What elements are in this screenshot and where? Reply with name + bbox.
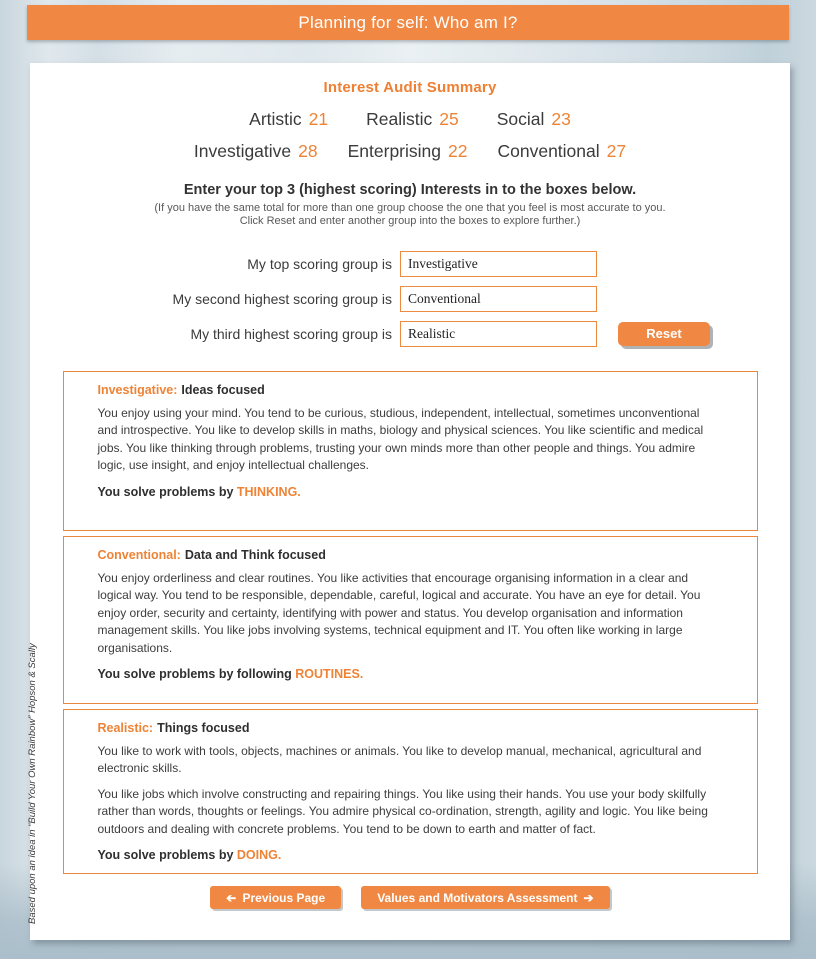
top-group-input[interactable]: [400, 251, 597, 277]
score-value: 21: [308, 109, 329, 129]
solve-prefix: You solve problems by: [97, 848, 237, 863]
second-group-label: My second highest scoring group is: [172, 290, 392, 307]
box-paragraph: You like to work with tools, objects, machines or animals. You like to develop manual, mechanical, agricultural and electronic skills.: [97, 743, 702, 776]
solve-keyword: ROUTINES.: [295, 667, 364, 682]
arrow-left-icon: ➔: [226, 890, 237, 905]
box-title-focus: Ideas focused: [181, 382, 265, 397]
box-title: [98, 721, 715, 735]
box-title: [98, 383, 715, 397]
solve-keyword: DOING.: [236, 848, 282, 863]
score-label: Enterprising: [347, 141, 442, 161]
score-row-2: [30, 141, 790, 162]
score-value: 25: [439, 109, 459, 129]
instruction-note-line1: (If you have the same total for more than one group choose the one that you feel is most accurate to you.: [154, 202, 666, 214]
realistic-description-box: [63, 709, 758, 875]
score-row-1: [30, 109, 790, 130]
score-artistic: [249, 109, 328, 130]
summary-title: Interest Audit Summary: [323, 79, 497, 96]
third-group-label: My third highest scoring group is: [190, 325, 392, 342]
score-value: 23: [551, 109, 571, 129]
page-title: Planning for self: Who am I?: [298, 12, 518, 32]
box-title-group: Realistic:: [97, 720, 154, 735]
instruction-note: [30, 202, 790, 229]
score-investigative: [194, 141, 318, 162]
box-paragraph: You enjoy using your mind. You tend to be curious, studious, independent, intellectual, sometimes unconventional and introspective. You like to develop skills in maths, biology and physical sciences. You like scientific and medical jobs. You like thinking through problems, trusting your own minds more than other people and things. You admire logic, use insight, and enjoy intellectual challenges.: [97, 405, 704, 473]
score-value: 28: [298, 141, 318, 161]
solve-line: [98, 485, 715, 499]
content-panel: [27, 63, 790, 940]
score-label: Realistic: [366, 109, 433, 129]
previous-page-label: Previous Page: [242, 890, 326, 905]
solve-line: [98, 667, 715, 681]
investigative-description-box: [63, 371, 758, 531]
conventional-description-box: [63, 536, 758, 704]
score-enterprising: [348, 141, 468, 162]
top-group-label: My top scoring group is: [247, 255, 392, 272]
arrow-right-icon: ➔: [583, 890, 594, 905]
box-title-focus: Things focused: [157, 720, 250, 735]
reset-button[interactable]: Reset: [618, 322, 710, 346]
values-motivators-button[interactable]: [361, 886, 609, 909]
box-title-group: Conventional:: [97, 547, 181, 562]
third-group-input[interactable]: [400, 321, 597, 347]
box-title: [98, 548, 715, 562]
solve-prefix: You solve problems by: [97, 484, 237, 499]
score-label: Investigative: [193, 141, 292, 161]
second-group-input[interactable]: [400, 286, 597, 312]
score-label: Artistic: [249, 109, 302, 129]
box-title-group: Investigative:: [97, 382, 178, 397]
form-row-top-group: [30, 251, 790, 277]
score-label: Social: [496, 109, 545, 129]
form-row-third-group: [30, 321, 790, 347]
previous-page-button[interactable]: [210, 886, 341, 909]
values-motivators-label: Values and Motivators Assessment: [377, 890, 578, 905]
box-title-focus: Data and Think focused: [184, 547, 326, 562]
score-conventional: [497, 141, 626, 162]
page-title-bar: [27, 5, 789, 40]
form-row-second-group: [30, 286, 790, 312]
box-paragraph: You like jobs which involve constructing and repairing things. You like using their hands. You use your body skilfully rather than words, thoughts or feelings. You admire physical co-ordination, strength, agility and logic. You like being outdoors and dealing with concrete problems. You tend to be down to earth and matter of fact.: [97, 786, 708, 836]
top-groups-form: [30, 251, 790, 347]
solve-prefix: You solve problems by following: [97, 667, 296, 682]
box-paragraph: You enjoy orderliness and clear routines. You like activities that encourage organising information in a clear and logical way. You tend to be responsible, dependable, careful, logical and accurate. You have an eye for detail. You enjoy order, security and certainty, identifying with power and status. You develop organisation and information management skills. You like jobs involving systems, technical equipment and IT. You often like working in large organisations.: [97, 570, 701, 655]
attribution-text: Based upon an idea in “Build Your Own Rainbow” Hopson & Scally: [27, 643, 38, 924]
score-label: Conventional: [497, 141, 600, 161]
solve-keyword: THINKING.: [236, 484, 301, 499]
instruction-heading: Enter your top 3 (highest scoring) Interests in to the boxes below.: [183, 182, 637, 198]
instruction-note-line2: Click Reset and enter another group into the boxes to explore further.): [239, 215, 581, 228]
score-social: [497, 109, 571, 130]
solve-line: [98, 848, 715, 862]
footer-navigation: [30, 886, 790, 923]
score-value: 22: [448, 141, 468, 161]
score-value: 27: [606, 141, 627, 161]
score-realistic: [366, 109, 459, 130]
